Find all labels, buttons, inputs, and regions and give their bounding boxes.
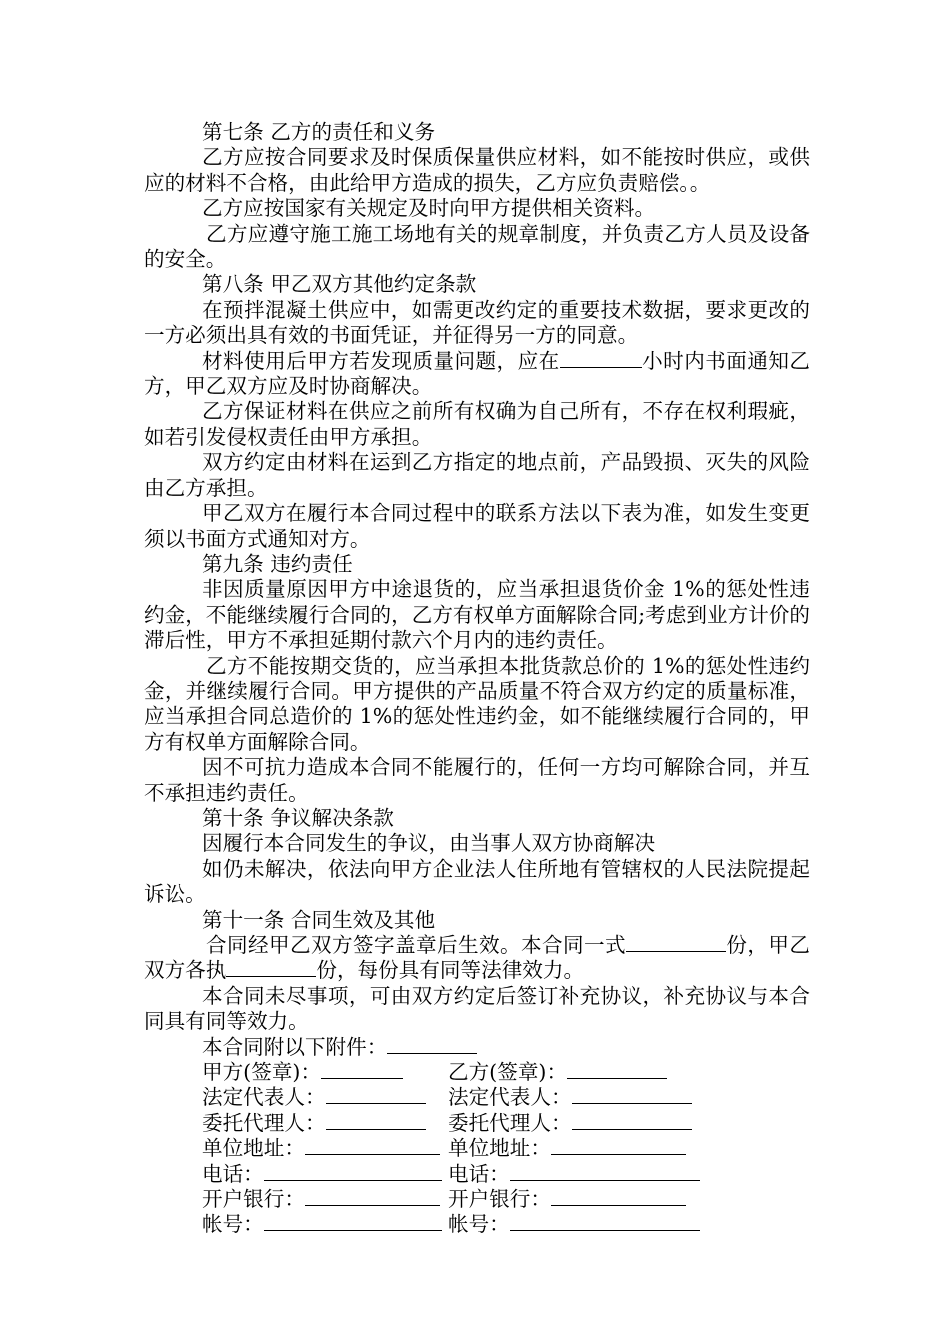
article-11-para-1-text-a: 合同经甲乙双方签字盖章后生效。本合同一式	[206, 933, 626, 957]
agent-row	[144, 1111, 810, 1136]
party-b-seal-label: 乙方(签章)：	[448, 1060, 568, 1085]
article-11-para-1-text-c: 份，每份具有同等法律效力。	[316, 958, 585, 983]
article-8-para-3: 乙方保证材料在供应之前所有权确为自己所有，不存在权利瑕疵，如若引发侵权责任由甲方承担。	[144, 399, 810, 449]
party-a-phone-blank[interactable]	[264, 1162, 442, 1181]
article-10-para-1: 因履行本合同发生的争议，由当事人双方协商解决	[202, 831, 656, 856]
party-a-agent-blank[interactable]	[326, 1111, 426, 1130]
article-11-para-1	[144, 933, 810, 984]
party-a-seal-label: 甲方(签章)：	[202, 1060, 322, 1085]
article-10-title: 第十条 争议解决条款	[202, 805, 394, 830]
party-a-account-blank[interactable]	[264, 1212, 442, 1231]
article-8-para-2	[144, 349, 810, 400]
party-a-seal-blank[interactable]	[321, 1060, 403, 1079]
article-9-title: 第九条 违约责任	[202, 551, 353, 576]
article-9-para-3: 因不可抗力造成本合同不能履行的，任何一方均可解除合同，并互不承担违约责任。	[144, 755, 810, 805]
party-a-address-blank[interactable]	[305, 1136, 440, 1155]
article-8-para-1: 在预拌混凝土供应中，如需更改约定的重要技术数据，要求更改的一方必须出具有效的书面凭证，并征得另一方的同意。	[144, 297, 810, 348]
article-8-title: 第八条 甲乙双方其他约定条款	[202, 272, 477, 297]
party-a-address-label: 单位地址：	[202, 1136, 305, 1161]
article-7-para-1: 乙方应按合同要求及时保质保量供应材料，如不能按时供应，或供应的材料不合格，由此给甲方造成的损失，乙方应负责赔偿。。	[144, 145, 810, 195]
party-a-bank-blank[interactable]	[305, 1187, 440, 1206]
party-b-bank-label: 开户银行：	[448, 1187, 551, 1212]
party-b-legal-rep-blank[interactable]	[572, 1085, 692, 1104]
party-a-account-label: 帐号：	[202, 1212, 264, 1237]
party-b-account-blank[interactable]	[510, 1212, 700, 1231]
party-a-agent-label: 委托代理人：	[202, 1110, 326, 1135]
party-b-bank-blank[interactable]	[551, 1187, 686, 1206]
attachments-line	[144, 1035, 810, 1060]
party-b-agent-label: 委托代理人：	[448, 1110, 572, 1135]
party-a-legal-rep-label: 法定代表人：	[202, 1085, 326, 1110]
bank-row	[144, 1187, 810, 1212]
party-a-bank-label: 开户银行：	[202, 1187, 305, 1212]
party-a-phone-label: 电话：	[202, 1161, 264, 1186]
party-b-address-label: 单位地址：	[448, 1136, 551, 1161]
article-11-para-1-text-b: 份，甲乙双方各执	[144, 933, 810, 983]
address-row	[144, 1136, 810, 1161]
party-b-phone-label: 电话：	[448, 1161, 510, 1186]
party-b-seal-blank[interactable]	[567, 1060, 667, 1079]
phone-row	[144, 1162, 810, 1187]
party-b-legal-rep-label: 法定代表人：	[448, 1085, 572, 1110]
attachments-label: 本合同附以下附件：	[202, 1034, 388, 1059]
party-b-account-label: 帐号：	[448, 1212, 510, 1237]
article-7-title: 第七条 乙方的责任和义务	[202, 120, 436, 144]
party-a-legal-rep-blank[interactable]	[326, 1085, 426, 1104]
party-b-agent-blank[interactable]	[572, 1111, 692, 1130]
article-11-title: 第十一条 合同生效及其他	[202, 907, 436, 932]
seal-row	[144, 1060, 810, 1085]
attachments-blank[interactable]	[387, 1035, 477, 1054]
party-b-phone-blank[interactable]	[510, 1162, 700, 1181]
article-9-para-2: 乙方不能按期交货的，应当承担本批货款总价的 1%的惩处性违约金，并继续履行合同。甲方提供的产品质量不符合双方约定的质量标准，应当承担合同总造价的 1%的惩处性违约金，如不能继续履行合同的，甲方有权单方面解除合同。	[144, 653, 810, 754]
article-8-para-2-text-b: 小时内书面通知乙方，甲乙双方应及时协商解决。	[144, 348, 811, 399]
article-9-para-1: 非因质量原因甲方中途退货的，应当承担退货价金 1%的惩处性违约金，不能继续履行合同的，乙方有权单方面解除合同;考虑到业方计价的滞后性，甲方不承担延期付款六个月内的违约责任。	[144, 577, 810, 653]
article-11-para-2: 本合同未尽事项，可由双方约定后签订补充协议，补充协议与本合同具有同等效力。	[144, 983, 810, 1034]
article-10-para-2: 如仍未解决，依法向甲方企业法人住所地有管辖权的人民法院提起诉讼。	[144, 856, 810, 907]
copies-blank[interactable]	[626, 933, 726, 952]
legal-rep-row	[144, 1085, 810, 1110]
article-8-para-4: 双方约定由材料在运到乙方指定的地点前，产品毁损、灭失的风险由乙方承担。	[144, 450, 810, 500]
hours-blank[interactable]	[560, 349, 642, 368]
article-8-para-5: 甲乙双方在履行本合同过程中的联系方法以下表为准，如发生变更须以书面方式通知对方。	[144, 501, 810, 551]
party-b-address-blank[interactable]	[551, 1136, 686, 1155]
article-7-para-3: 乙方应遵守施工施工场地有关的规章制度，并负责乙方人员及设备的安全。	[144, 221, 810, 272]
article-8-para-2-text-a: 材料使用后甲方若发现质量问题，应在	[202, 348, 560, 373]
account-row	[144, 1212, 810, 1237]
copies-each-blank[interactable]	[226, 958, 316, 977]
contract-page	[144, 120, 810, 1238]
article-7-para-2: 乙方应按国家有关规定及时向甲方提供相关资料。	[202, 196, 656, 221]
